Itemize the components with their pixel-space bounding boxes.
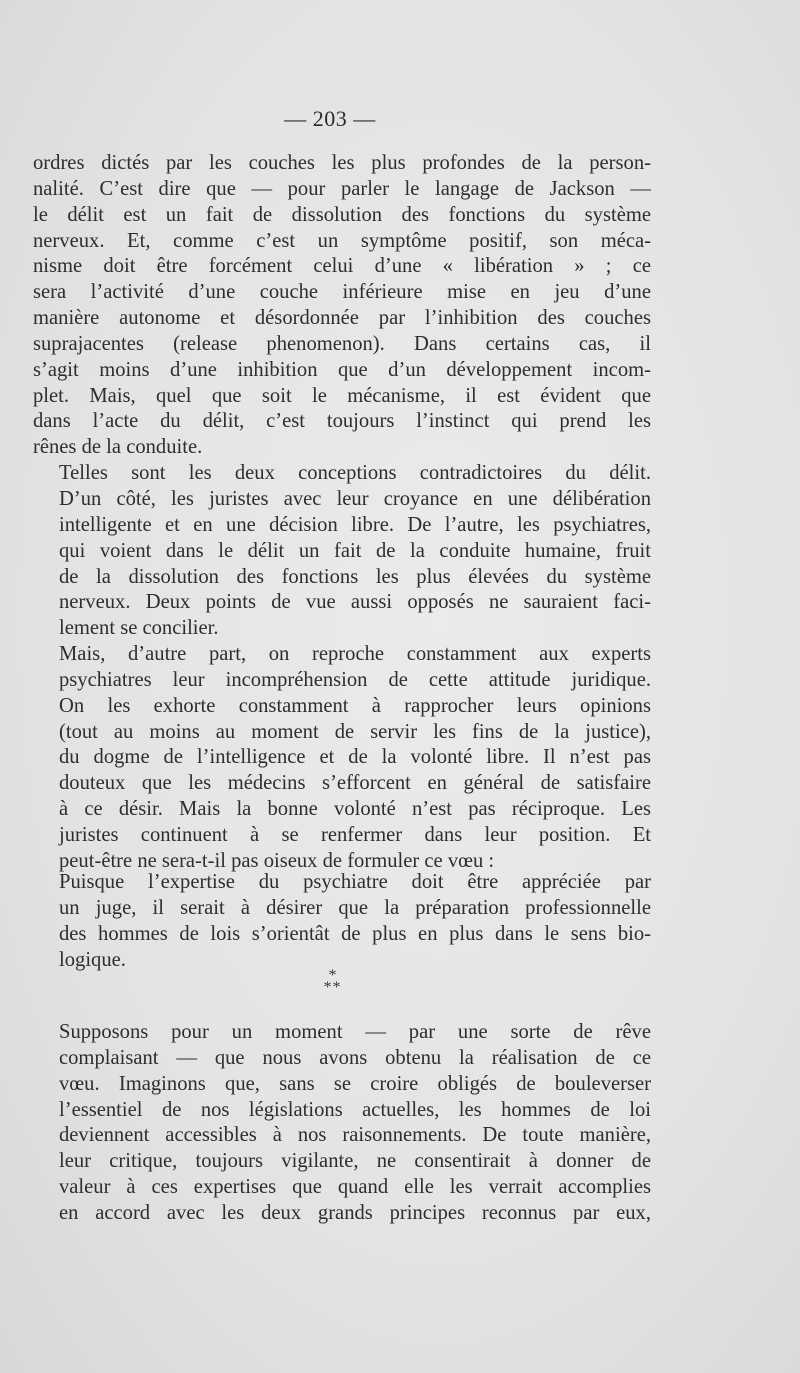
text-line: deviennent accessibles à nos raisonnements. De toute manière,	[59, 1124, 651, 1147]
text-line: le délit est un fait de dissolution des fonctions du système	[33, 203, 651, 226]
text-body-upper	[33, 151, 651, 875]
text-line: rênes de la conduite.	[33, 436, 203, 459]
text-line: du dogme de l’intelligence et de la volonté libre. Il n’est pas	[59, 746, 651, 769]
text-line: peut-être ne sera-t-il pas oiseux de formuler ce vœu :	[59, 849, 495, 872]
paragraph-2	[33, 461, 651, 642]
text-line: l’essentiel de nos législations actuelles, les hommes de loi	[59, 1098, 651, 1121]
text-line: nerveux. Et, comme c’est un symptôme positif, son méca-	[33, 229, 651, 252]
text-line: suprajacentes (release phenomenon). Dans certains cas, il	[33, 332, 651, 355]
text-line: de la dissolution des fonctions les plus élevées du système	[59, 565, 651, 588]
text-line: manière autonome et désordonnée par l’inhibition des couches	[33, 307, 651, 330]
text-line: logique.	[59, 948, 126, 971]
text-line: (tout au moins au moment de servir les fins de la justice),	[59, 720, 651, 743]
text-line: sera l’activité d’une couche inférieure mise en jeu d’une	[33, 281, 651, 304]
text-line: valeur à ces expertises que quand elle les verrait accomplies	[59, 1176, 651, 1199]
text-line: dans l’acte du délit, c’est toujours l’instinct qui prend les	[33, 410, 651, 433]
page-number: — 203 —	[284, 106, 376, 131]
text-line: vœu. Imaginons que, sans se croire obligés de bouleverser	[59, 1072, 651, 1095]
paragraph-4	[33, 870, 651, 973]
text-line: D’un côté, les juristes avec leur croyance en une délibération	[59, 487, 651, 510]
text-line: en accord avec les deux grands principes reconnus par eux,	[59, 1201, 651, 1224]
text-line: nerveux. Deux points de vue aussi opposés ne sauraient faci-	[59, 591, 651, 614]
asterism-bottom: **	[323, 979, 342, 996]
text-line: lement se concilier.	[59, 617, 219, 640]
paragraph-5	[33, 1020, 651, 1227]
text-line: un juge, il serait à désirer que la préparation professionnelle	[59, 896, 651, 919]
text-line: juristes continuent à se renfermer dans leur position. Et	[59, 823, 651, 846]
text-line: Puisque l’expertise du psychiatre doit être appréciée par	[59, 871, 651, 893]
text-line: douteux que les médecins s’efforcent en général de satisfaire	[59, 772, 651, 795]
text-line: s’agit moins d’une inhibition que d’un développement incom-	[33, 358, 651, 381]
text-line: complaisant — que nous avons obtenu la réalisation de ce	[59, 1046, 651, 1069]
text-line: leur critique, toujours vigilante, ne consentirait à donner de	[59, 1150, 651, 1173]
text-line: On les exhorte constamment à rapprocher leurs opinions	[59, 694, 651, 717]
text-body-lower	[33, 1020, 651, 1227]
paragraph-3	[33, 642, 651, 875]
text-line: ordres dictés par les couches les plus profondes de la person-	[33, 152, 651, 174]
text-line: intelligente et en une décision libre. De l’autre, les psychiatres,	[59, 513, 651, 536]
text-line: à ce désir. Mais la bonne volonté n’est pas réciproque. Les	[59, 798, 651, 821]
text-line: Supposons pour un moment — par une sorte de rêve	[59, 1021, 651, 1043]
text-line: plet. Mais, quel que soit le mécanisme, il est évident que	[33, 384, 651, 407]
text-line: nisme doit être forcément celui d’une « libération » ; ce	[33, 255, 651, 278]
text-line: des hommes de lois s’orientât de plus en plus dans le sens bio-	[59, 922, 651, 945]
text-line: qui voient dans le délit un fait de la conduite humaine, fruit	[59, 539, 651, 562]
asterism-top: *	[328, 967, 337, 984]
text-line: Mais, d’autre part, on reproche constamment aux experts	[59, 643, 651, 666]
text-body-middle	[33, 870, 651, 973]
section-asterism	[0, 967, 665, 996]
text-line: nalité. C’est dire que — pour parler le langage de Jackson —	[33, 177, 651, 200]
text-line: psychiatres leur incompréhension de cette attitude juridique.	[59, 668, 651, 691]
text-line: Telles sont les deux conceptions contradictoires du délit.	[59, 462, 651, 485]
paragraph-1	[33, 151, 651, 461]
